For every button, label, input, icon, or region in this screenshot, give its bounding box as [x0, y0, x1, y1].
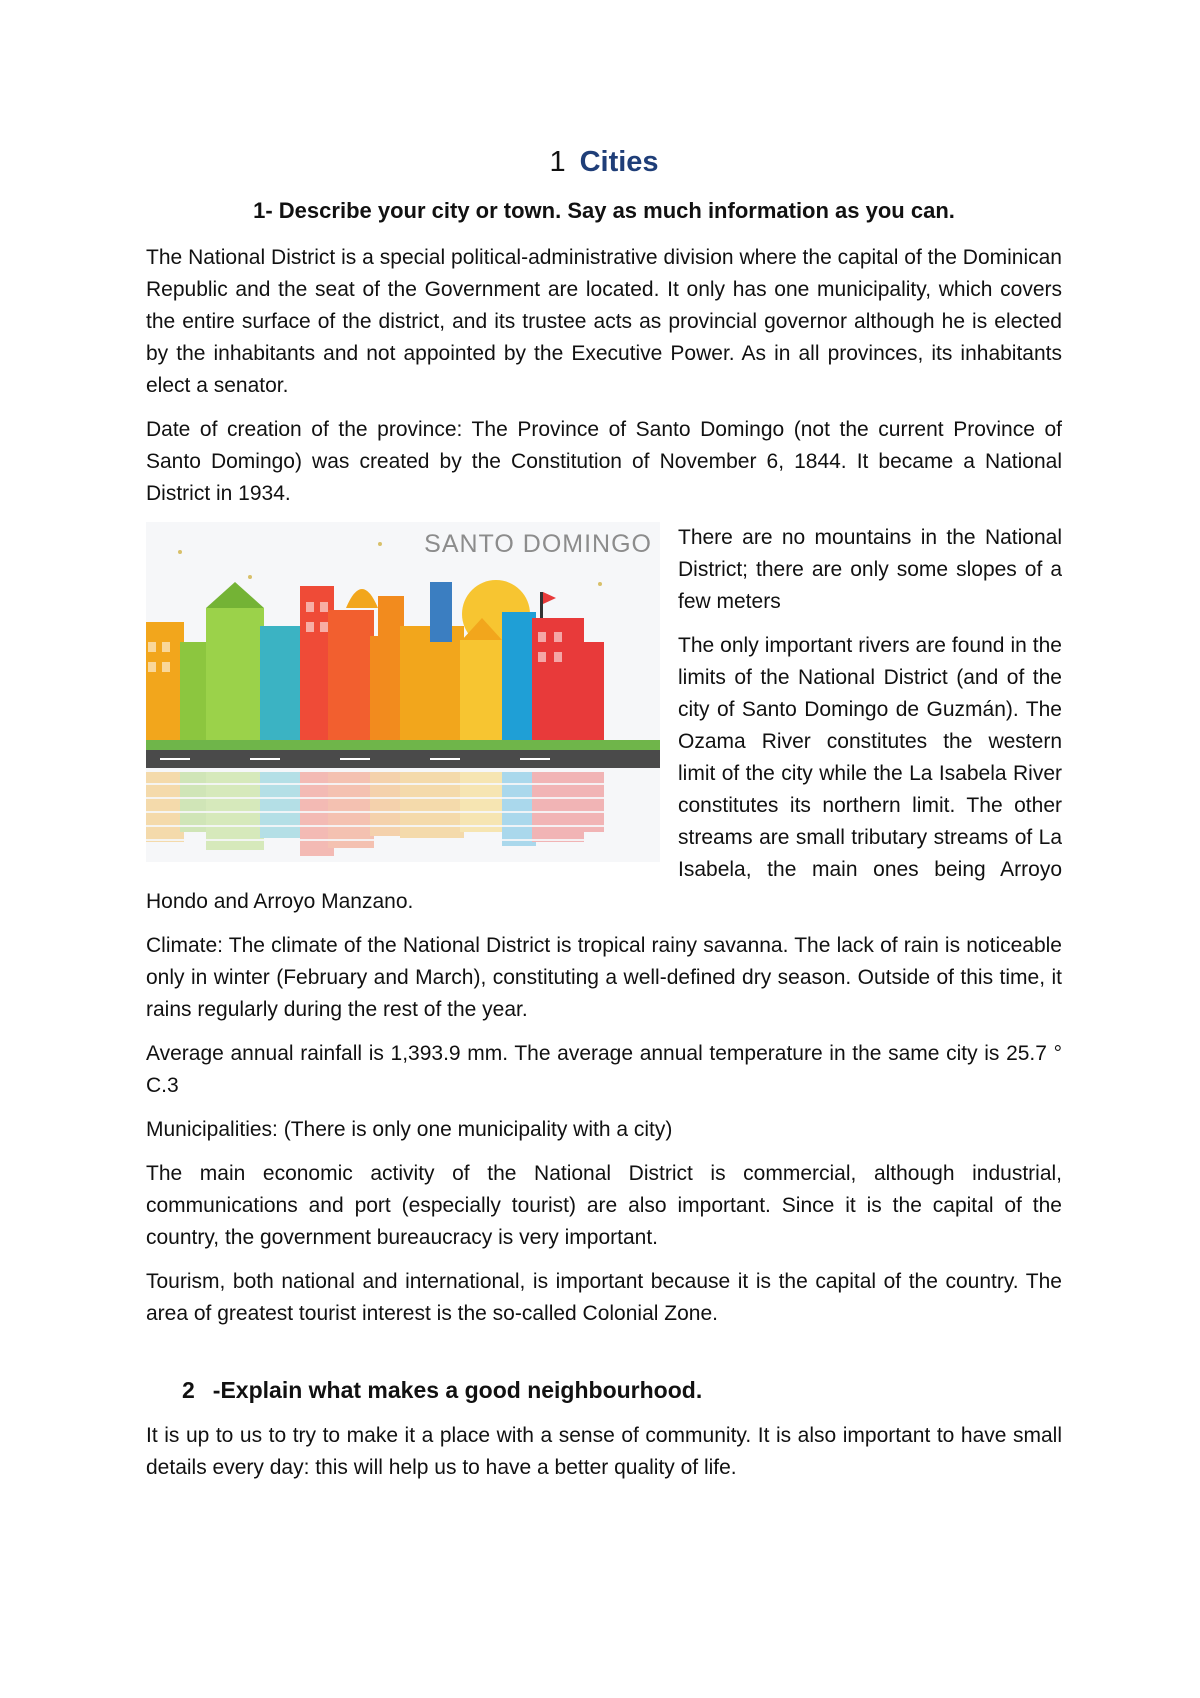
paragraph-municipalities: Municipalities: (There is only one municipality with a city) — [146, 1118, 673, 1141]
question-2-text: -Explain what makes a good neighbourhood. — [212, 1377, 703, 1403]
paragraph-economy: The main economic activity of the National District is commercial, although industrial, communications and port (especially tourist) are also important. Since it is the capital of the country, the government bureaucracy is very important. — [146, 1162, 1062, 1249]
skyline-caption: SANTO DOMINGO — [424, 530, 652, 558]
paragraph-climate: Climate: The climate of the National District is tropical rainy savanna. The lack of rain is noticeable only in winter (February and March), constituting a well-defined dry season. Outside of this time, it rains regularly during the rest of the year. — [146, 934, 1062, 1021]
paragraph-rainfall: Average annual rainfall is 1,393.9 mm. The average annual temperature in the same city is 25.7 ° C.3 — [146, 1042, 1062, 1097]
santo-domingo-skyline-image — [146, 522, 660, 862]
question-2 — [146, 1374, 1062, 1406]
question-1: 1- Describe your city or town. Say as much information as you can. — [253, 198, 955, 223]
page-title — [146, 144, 1062, 180]
city-skyline-icon — [146, 522, 660, 862]
paragraph-mountains: There are no mountains in the National District; there are only some slopes of a few meters — [678, 526, 1062, 613]
paragraph-rivers: The only important rivers are found in the limits of the National District (and of the city of Santo Domingo de Guzmán). The Ozama River constitutes the western limit of the city while the La Isabela River constitutes its northern limit. The other streams are small tributary streams of La Isabela, the main ones being Arroyo Hondo and Arroyo Manzano. — [146, 634, 1062, 913]
paragraph-creation-date: Date of creation of the province: The Province of Santo Domingo (not the current Province of Santo Domingo) was created by the Constitution of November 6, 1844. It became a National District in 1934. — [146, 418, 1062, 505]
paragraph-national-district: The National District is a special political-administrative division where the capital of the Dominican Republic and the seat of the Government are located. It only has one municipality, which covers the entire surface of the district, and its trustee acts as provincial governor although he is elected by the inhabitants and not appointed by the Executive Power. As in all provinces, its inhabitants elect a senator. — [146, 246, 1062, 397]
section-gap — [146, 1342, 1062, 1374]
question-2-number: 2 — [182, 1377, 195, 1403]
paragraph-neighbourhood: It is up to us to try to make it a place with a sense of community. It is also important to have small details every day: this will help us to have a better quality of life. — [146, 1424, 1062, 1479]
title-text: Cities — [579, 146, 659, 178]
paragraph-tourism: Tourism, both national and international, is important because it is the capital of the country. The area of greatest tourist interest is the so-called Colonial Zone. — [146, 1270, 1062, 1325]
document-content — [146, 144, 1062, 1496]
title-number: 1 — [549, 146, 566, 178]
figure-with-text — [146, 522, 1062, 930]
